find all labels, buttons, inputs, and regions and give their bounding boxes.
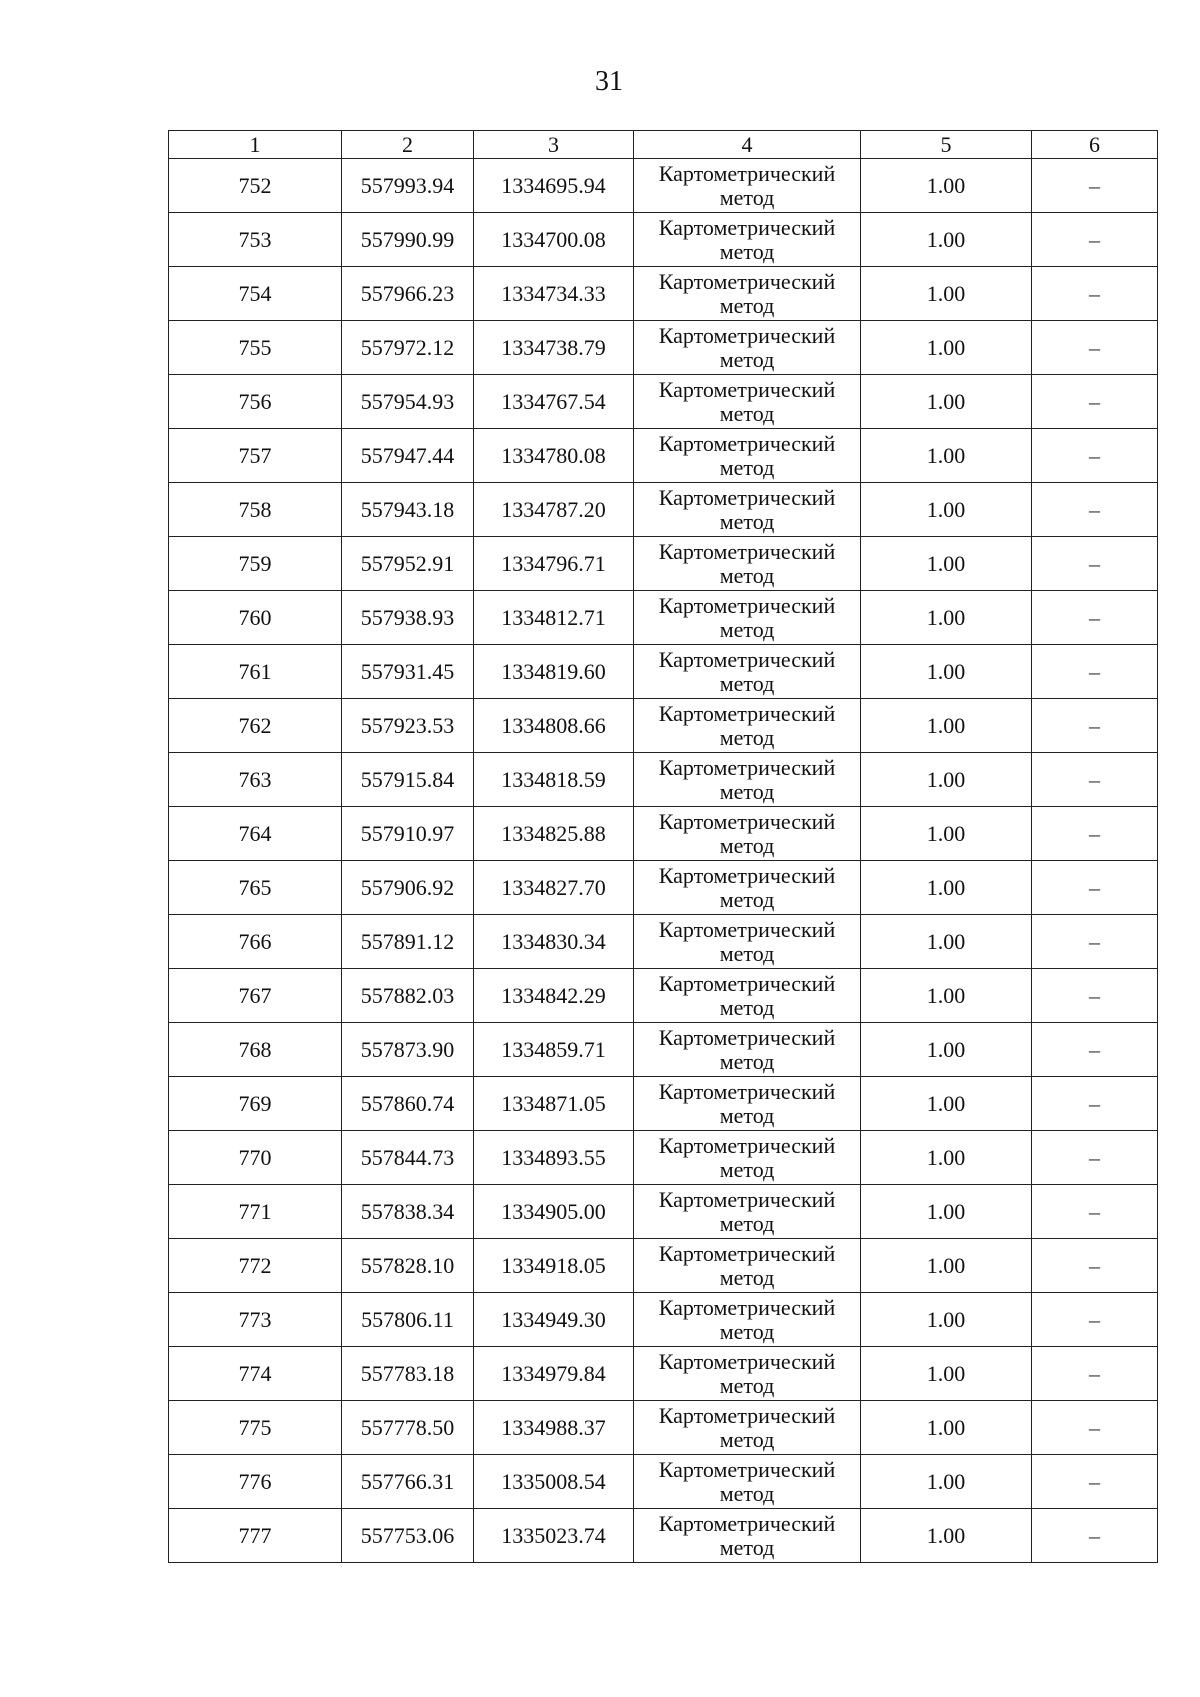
accuracy-cell: 1.00 — [861, 1293, 1032, 1347]
x-coordinate-cell: 557952.91 — [342, 537, 474, 591]
table-row — [169, 753, 1158, 807]
y-coordinate-cell: 1334825.88 — [474, 807, 634, 861]
table-row — [169, 861, 1158, 915]
note-cell: – — [1032, 1023, 1158, 1077]
method-line-2: метод — [719, 724, 775, 750]
accuracy-cell: 1.00 — [861, 645, 1032, 699]
method-cell — [634, 1509, 861, 1563]
method-cell — [634, 1185, 861, 1239]
x-coordinate-cell: 557753.06 — [342, 1509, 474, 1563]
y-coordinate-cell: 1334812.71 — [474, 591, 634, 645]
x-coordinate-cell: 557828.10 — [342, 1239, 474, 1293]
point-number-cell: 773 — [169, 1293, 342, 1347]
point-number-cell: 775 — [169, 1401, 342, 1455]
table-header-row — [169, 131, 1158, 159]
table-row — [169, 537, 1158, 591]
y-coordinate-cell: 1334808.66 — [474, 699, 634, 753]
method-line-2: метод — [719, 1534, 775, 1560]
table-row — [169, 213, 1158, 267]
method-cell — [634, 1239, 861, 1293]
method-cell — [634, 1293, 861, 1347]
table-row — [169, 1293, 1158, 1347]
accuracy-cell: 1.00 — [861, 1509, 1032, 1563]
method-cell — [634, 1023, 861, 1077]
note-cell: – — [1032, 429, 1158, 483]
table-row — [169, 375, 1158, 429]
method-cell — [634, 213, 861, 267]
note-cell: – — [1032, 807, 1158, 861]
table-row — [169, 321, 1158, 375]
point-number-cell: 758 — [169, 483, 342, 537]
y-coordinate-cell: 1334859.71 — [474, 1023, 634, 1077]
point-number-cell: 757 — [169, 429, 342, 483]
y-coordinate-cell: 1334780.08 — [474, 429, 634, 483]
accuracy-cell: 1.00 — [861, 429, 1032, 483]
accuracy-cell: 1.00 — [861, 699, 1032, 753]
y-coordinate-cell: 1334796.71 — [474, 537, 634, 591]
x-coordinate-cell: 557972.12 — [342, 321, 474, 375]
table-row — [169, 267, 1158, 321]
y-coordinate-cell: 1334893.55 — [474, 1131, 634, 1185]
y-coordinate-cell: 1334767.54 — [474, 375, 634, 429]
method-line-2: метод — [719, 1264, 775, 1290]
accuracy-cell: 1.00 — [861, 915, 1032, 969]
method-cell — [634, 807, 861, 861]
note-cell: – — [1032, 861, 1158, 915]
note-cell: – — [1032, 753, 1158, 807]
table-row — [169, 1131, 1158, 1185]
method-line-1: Картометрический — [658, 970, 836, 996]
accuracy-cell: 1.00 — [861, 267, 1032, 321]
method-line-1: Картометрический — [658, 592, 836, 618]
method-line-1: Картометрический — [658, 214, 836, 240]
x-coordinate-cell: 557778.50 — [342, 1401, 474, 1455]
x-coordinate-cell: 557923.53 — [342, 699, 474, 753]
y-coordinate-cell: 1335023.74 — [474, 1509, 634, 1563]
point-number-cell: 755 — [169, 321, 342, 375]
table-row — [169, 429, 1158, 483]
method-line-2: метод — [719, 562, 775, 588]
column-header: 6 — [1032, 131, 1158, 159]
method-line-1: Картометрический — [658, 430, 836, 456]
table-row — [169, 1347, 1158, 1401]
column-header: 5 — [861, 131, 1032, 159]
x-coordinate-cell: 557966.23 — [342, 267, 474, 321]
note-cell: – — [1032, 537, 1158, 591]
table-row — [169, 1023, 1158, 1077]
note-cell: – — [1032, 375, 1158, 429]
note-cell: – — [1032, 1185, 1158, 1239]
table-row — [169, 969, 1158, 1023]
method-line-1: Картометрический — [658, 1132, 836, 1158]
y-coordinate-cell: 1334819.60 — [474, 645, 634, 699]
method-line-1: Картометрический — [658, 700, 836, 726]
method-line-1: Картометрический — [658, 322, 836, 348]
note-cell: – — [1032, 591, 1158, 645]
page-number: 31 — [595, 66, 623, 97]
note-cell: – — [1032, 1077, 1158, 1131]
method-line-2: метод — [719, 346, 775, 372]
column-header: 4 — [634, 131, 861, 159]
method-line-2: метод — [719, 832, 775, 858]
method-line-2: метод — [719, 778, 775, 804]
method-line-1: Картометрический — [658, 862, 836, 888]
point-number-cell: 763 — [169, 753, 342, 807]
method-cell — [634, 483, 861, 537]
point-number-cell: 770 — [169, 1131, 342, 1185]
accuracy-cell: 1.00 — [861, 375, 1032, 429]
method-line-2: метод — [719, 1156, 775, 1182]
note-cell: – — [1032, 267, 1158, 321]
accuracy-cell: 1.00 — [861, 807, 1032, 861]
method-line-2: метод — [719, 1426, 775, 1452]
method-line-1: Картометрический — [658, 1294, 836, 1320]
y-coordinate-cell: 1334700.08 — [474, 213, 634, 267]
method-line-1: Картометрический — [658, 268, 836, 294]
accuracy-cell: 1.00 — [861, 213, 1032, 267]
method-cell — [634, 861, 861, 915]
note-cell: – — [1032, 1131, 1158, 1185]
table-row — [169, 915, 1158, 969]
method-cell — [634, 1401, 861, 1455]
method-line-1: Картометрический — [658, 1240, 836, 1266]
note-cell: – — [1032, 969, 1158, 1023]
method-line-1: Картометрический — [658, 1186, 836, 1212]
method-line-2: метод — [719, 994, 775, 1020]
method-line-2: метод — [719, 886, 775, 912]
point-number-cell: 762 — [169, 699, 342, 753]
y-coordinate-cell: 1334842.29 — [474, 969, 634, 1023]
point-number-cell: 765 — [169, 861, 342, 915]
coordinates-table — [168, 130, 1158, 1563]
method-line-2: метод — [719, 292, 775, 318]
x-coordinate-cell: 557906.92 — [342, 861, 474, 915]
point-number-cell: 754 — [169, 267, 342, 321]
x-coordinate-cell: 557844.73 — [342, 1131, 474, 1185]
table-row — [169, 159, 1158, 213]
accuracy-cell: 1.00 — [861, 321, 1032, 375]
method-line-1: Картометрический — [658, 484, 836, 510]
note-cell: – — [1032, 1401, 1158, 1455]
method-line-2: метод — [719, 1318, 775, 1344]
table-row — [169, 1455, 1158, 1509]
method-line-1: Картометрический — [658, 646, 836, 672]
method-cell — [634, 321, 861, 375]
method-cell — [634, 1131, 861, 1185]
method-line-1: Картометрический — [658, 1456, 836, 1482]
accuracy-cell: 1.00 — [861, 159, 1032, 213]
method-line-2: метод — [719, 1372, 775, 1398]
x-coordinate-cell: 557954.93 — [342, 375, 474, 429]
method-cell — [634, 1077, 861, 1131]
column-header: 1 — [169, 131, 342, 159]
note-cell: – — [1032, 1293, 1158, 1347]
point-number-cell: 761 — [169, 645, 342, 699]
point-number-cell: 768 — [169, 1023, 342, 1077]
x-coordinate-cell: 557838.34 — [342, 1185, 474, 1239]
point-number-cell: 777 — [169, 1509, 342, 1563]
note-cell: – — [1032, 213, 1158, 267]
accuracy-cell: 1.00 — [861, 753, 1032, 807]
method-line-2: метод — [719, 1480, 775, 1506]
method-cell — [634, 645, 861, 699]
table-row — [169, 1185, 1158, 1239]
method-line-2: метод — [719, 184, 775, 210]
accuracy-cell: 1.00 — [861, 1239, 1032, 1293]
table-row — [169, 807, 1158, 861]
x-coordinate-cell: 557873.90 — [342, 1023, 474, 1077]
table-row — [169, 591, 1158, 645]
note-cell: – — [1032, 1509, 1158, 1563]
method-cell — [634, 159, 861, 213]
note-cell: – — [1032, 1455, 1158, 1509]
method-line-2: метод — [719, 1210, 775, 1236]
y-coordinate-cell: 1334738.79 — [474, 321, 634, 375]
accuracy-cell: 1.00 — [861, 1023, 1032, 1077]
method-line-2: метод — [719, 1102, 775, 1128]
y-coordinate-cell: 1335008.54 — [474, 1455, 634, 1509]
note-cell: – — [1032, 1239, 1158, 1293]
accuracy-cell: 1.00 — [861, 1077, 1032, 1131]
note-cell: – — [1032, 699, 1158, 753]
method-line-2: метод — [719, 940, 775, 966]
method-line-1: Картометрический — [658, 538, 836, 564]
method-line-2: метод — [719, 238, 775, 264]
accuracy-cell: 1.00 — [861, 537, 1032, 591]
accuracy-cell: 1.00 — [861, 483, 1032, 537]
point-number-cell: 760 — [169, 591, 342, 645]
x-coordinate-cell: 557891.12 — [342, 915, 474, 969]
x-coordinate-cell: 557938.93 — [342, 591, 474, 645]
table-row — [169, 483, 1158, 537]
table-row — [169, 699, 1158, 753]
y-coordinate-cell: 1334905.00 — [474, 1185, 634, 1239]
note-cell: – — [1032, 159, 1158, 213]
table-row — [169, 1401, 1158, 1455]
method-line-2: метод — [719, 400, 775, 426]
x-coordinate-cell: 557766.31 — [342, 1455, 474, 1509]
method-line-1: Картометрический — [658, 1024, 836, 1050]
note-cell: – — [1032, 321, 1158, 375]
y-coordinate-cell: 1334818.59 — [474, 753, 634, 807]
method-cell — [634, 699, 861, 753]
point-number-cell: 759 — [169, 537, 342, 591]
x-coordinate-cell: 557882.03 — [342, 969, 474, 1023]
method-cell — [634, 753, 861, 807]
x-coordinate-cell: 557783.18 — [342, 1347, 474, 1401]
table-row — [169, 1077, 1158, 1131]
method-cell — [634, 267, 861, 321]
y-coordinate-cell: 1334988.37 — [474, 1401, 634, 1455]
point-number-cell: 776 — [169, 1455, 342, 1509]
accuracy-cell: 1.00 — [861, 1131, 1032, 1185]
y-coordinate-cell: 1334787.20 — [474, 483, 634, 537]
column-header: 2 — [342, 131, 474, 159]
point-number-cell: 766 — [169, 915, 342, 969]
method-line-2: метод — [719, 508, 775, 534]
accuracy-cell: 1.00 — [861, 1455, 1032, 1509]
method-line-1: Картометрический — [658, 1078, 836, 1104]
note-cell: – — [1032, 1347, 1158, 1401]
method-line-1: Картометрический — [658, 1510, 836, 1536]
point-number-cell: 752 — [169, 159, 342, 213]
column-header: 3 — [474, 131, 634, 159]
x-coordinate-cell: 557947.44 — [342, 429, 474, 483]
note-cell: – — [1032, 483, 1158, 537]
method-cell — [634, 915, 861, 969]
method-line-1: Картометрический — [658, 376, 836, 402]
method-cell — [634, 537, 861, 591]
y-coordinate-cell: 1334827.70 — [474, 861, 634, 915]
table-row — [169, 645, 1158, 699]
x-coordinate-cell: 557910.97 — [342, 807, 474, 861]
accuracy-cell: 1.00 — [861, 861, 1032, 915]
accuracy-cell: 1.00 — [861, 1347, 1032, 1401]
x-coordinate-cell: 557931.45 — [342, 645, 474, 699]
point-number-cell: 767 — [169, 969, 342, 1023]
method-cell — [634, 1347, 861, 1401]
accuracy-cell: 1.00 — [861, 591, 1032, 645]
point-number-cell: 756 — [169, 375, 342, 429]
x-coordinate-cell: 557993.94 — [342, 159, 474, 213]
point-number-cell: 753 — [169, 213, 342, 267]
method-line-2: метод — [719, 454, 775, 480]
point-number-cell: 772 — [169, 1239, 342, 1293]
method-cell — [634, 591, 861, 645]
method-cell — [634, 969, 861, 1023]
method-line-2: метод — [719, 616, 775, 642]
method-line-1: Картометрический — [658, 1348, 836, 1374]
y-coordinate-cell: 1334918.05 — [474, 1239, 634, 1293]
note-cell: – — [1032, 645, 1158, 699]
table-row — [169, 1239, 1158, 1293]
accuracy-cell: 1.00 — [861, 969, 1032, 1023]
method-cell — [634, 429, 861, 483]
x-coordinate-cell: 557860.74 — [342, 1077, 474, 1131]
x-coordinate-cell: 557943.18 — [342, 483, 474, 537]
method-line-2: метод — [719, 670, 775, 696]
y-coordinate-cell: 1334871.05 — [474, 1077, 634, 1131]
method-line-1: Картометрический — [658, 160, 836, 186]
y-coordinate-cell: 1334979.84 — [474, 1347, 634, 1401]
method-cell — [634, 1455, 861, 1509]
point-number-cell: 769 — [169, 1077, 342, 1131]
y-coordinate-cell: 1334695.94 — [474, 159, 634, 213]
table-row — [169, 1509, 1158, 1563]
x-coordinate-cell: 557806.11 — [342, 1293, 474, 1347]
x-coordinate-cell: 557990.99 — [342, 213, 474, 267]
method-line-2: метод — [719, 1048, 775, 1074]
point-number-cell: 771 — [169, 1185, 342, 1239]
y-coordinate-cell: 1334734.33 — [474, 267, 634, 321]
method-line-1: Картометрический — [658, 754, 836, 780]
method-line-1: Картометрический — [658, 1402, 836, 1428]
accuracy-cell: 1.00 — [861, 1185, 1032, 1239]
method-line-1: Картометрический — [658, 808, 836, 834]
accuracy-cell: 1.00 — [861, 1401, 1032, 1455]
method-line-1: Картометрический — [658, 916, 836, 942]
point-number-cell: 774 — [169, 1347, 342, 1401]
y-coordinate-cell: 1334949.30 — [474, 1293, 634, 1347]
x-coordinate-cell: 557915.84 — [342, 753, 474, 807]
note-cell: – — [1032, 915, 1158, 969]
point-number-cell: 764 — [169, 807, 342, 861]
table-body — [169, 159, 1158, 1563]
y-coordinate-cell: 1334830.34 — [474, 915, 634, 969]
method-cell — [634, 375, 861, 429]
